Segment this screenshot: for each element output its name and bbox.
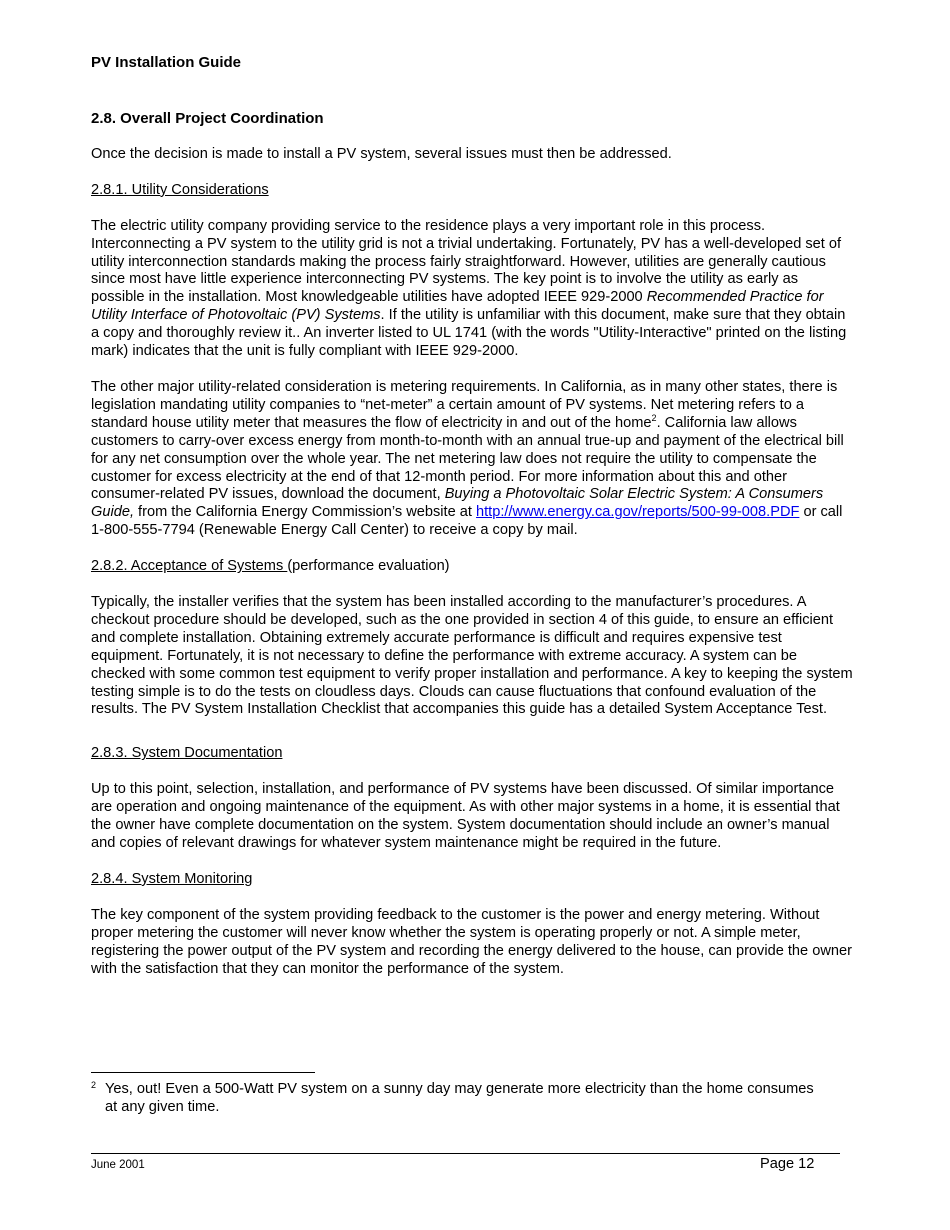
subsection-heading-monitoring: 2.8.4. System Monitoring [91,870,253,887]
subsection-heading-documentation: 2.8.3. System Documentation [91,745,283,762]
subsection-heading-acceptance: 2.8.2. Acceptance of Systems (performance evaluation) [91,558,450,575]
footer-date: June 2001 [91,1159,145,1171]
footnote [91,1080,821,1116]
footnote-text: Yes, out! Even a 500-Watt PV system on a sunny day may generate more electricity than the home consumes at any given time. [105,1081,814,1115]
footnote-reference[interactable]: 2 [651,412,657,423]
footer-divider [91,1153,840,1154]
subsection-heading-utility: 2.8.1. Utility Considerations [91,181,269,198]
acceptance-paragraph: Typically, the installer verifies that the system has been installed according to the manufacturer’s procedures. A checkout procedure should be developed, such as the one provided in section 4 of this guide, to ensure an efficient and complete installation. Obtaining extremely accurate performance is difficult and requires expensive test equipment. Fortunately, it is not necessary to define the performance with extreme accuracy. A system can be checked with some common test equipment to verify proper installation and performance. A key to keeping the system testing simple is to do the tests on cloudless days. Clouds can cause fluctuations that confound evaluation of the results. The PV System Installation Checklist that accompanies this guide has a detailed System Acceptance Test. [91,594,853,718]
energy-commission-link[interactable]: http://www.energy.ca.gov/reports/500-99-008.PDF [476,504,800,521]
section-heading: 2.8. Overall Project Coordination [91,110,324,127]
utility-paragraph-1: The electric utility company providing service to the residence plays a very important role in this process. Interconnecting a PV system to the utility grid is not a trivial undertaking. Fortunately, PV has a well-developed set of utility interconnection standards making the process fairly straightforward. However, utilities are generally cautious since most have little experience interconnecting PV systems. The key point is to involve the utility as early as possible in the installation. Most knowledgeable utilities have adopted IEEE 929-2000 Recommended Practice for Utility Interface of Photovoltaic (PV) Systems. If the utility is unfamiliar with this document, make sure that they obtain a copy and thoroughly review it.. An inverter listed to UL 1741 (with the words "Utility-Interactive" printed on the listing mark) indicates that the unit is fully compliant with IEEE 929-2000. [91,217,847,360]
page-number: Page 12 [760,1156,815,1172]
document-body [91,110,853,996]
documentation-paragraph: Up to this point, selection, installation, and performance of PV systems have been discussed. Of similar importance are operation and ongoing maintenance of the equipment. As with other major systems in a home, it is essential that the owner have complete documentation on the system. System documentation should include an owner’s manual and copies of relevant drawings for whatever system maintenance might be required in the future. [91,781,840,851]
monitoring-paragraph: The key component of the system providing feedback to the customer is the power and energy metering. Without proper metering the customer will never know whether the system is operating properly or not. A simple meter, registering the power output of the PV system and recording the energy delivered to the house, can provide the owner with the satisfaction that they can monitor the performance of the system. [91,906,852,977]
utility-paragraph-2: The other major utility-related consideration is metering requirements. In California, as in many other states, there is legislation mandating utility companies to “net-meter” a certain amount of PV systems. Net metering refers to a standard house utility meter that measures the flow of electricity in and out of the home$^2$. California law allows customers to carry-over excess energy from month-to-month with an annual true-up and payment of the electrical bill for any net consumption over the whole year. The net metering law does not require the utility to compensate the customer for excess electricity at the end of that 12-month period. For more information about this and other consumer-related PV issues, download the document, Buying a Photovoltaic Solar Electric System: A Consumers Guide, from the California Energy Commission’s website at http://www.energy.ca.gov/reports/500-99-008.PDF or call 1-800-555-7794 (Renewable Energy Call Center) to receive a copy by mail. [91,378,844,539]
footnote-mark: 2 [91,1080,97,1090]
footnote-divider [91,1072,315,1073]
section-intro: Once the decision is made to install a PV system, several issues must then be addressed. [91,145,672,162]
document-header: PV Installation Guide [91,54,242,71]
